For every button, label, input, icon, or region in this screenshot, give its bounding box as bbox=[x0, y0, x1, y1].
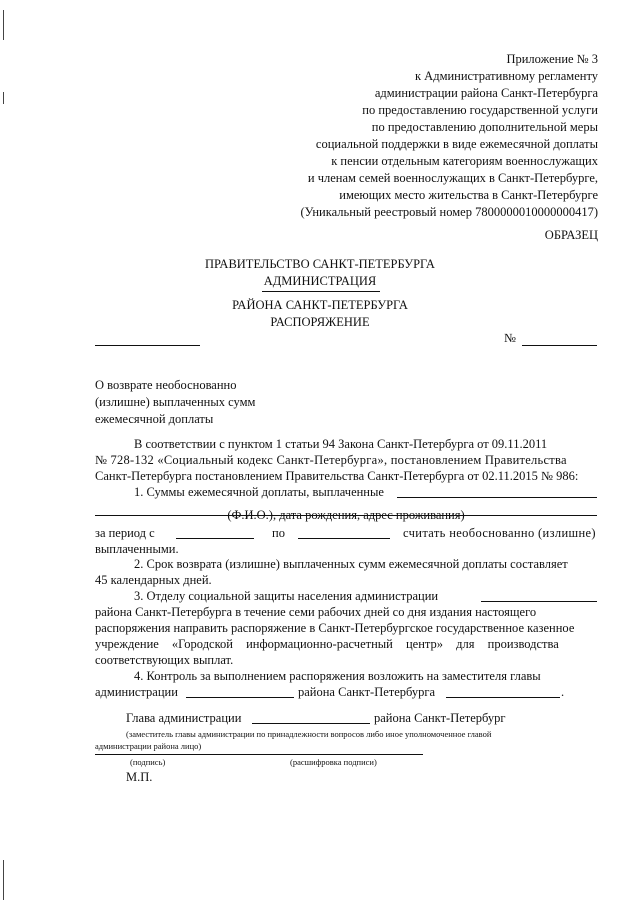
paragraph-4-end: . bbox=[561, 685, 565, 699]
subject-line: (излишне) выплаченных сумм bbox=[95, 395, 256, 409]
registry-number: (Уникальный реестровый номер 7800000010000000417) bbox=[300, 205, 598, 219]
government-title: ПРАВИТЕЛЬСТВО САНКТ-ПЕТЕРБУРГА bbox=[205, 257, 435, 271]
deputy-name-blank bbox=[446, 697, 560, 698]
intro-line: Санкт-Петербурга постановлением Правительства Санкт-Петербурга от 02.11.2015 № 986: bbox=[95, 469, 579, 483]
paragraph-1-start: 1. Суммы ежемесячной доплаты, выплаченные bbox=[134, 485, 384, 499]
district-name-blank bbox=[262, 291, 380, 292]
number-label: № bbox=[504, 331, 516, 345]
paragraph-2-line: 45 календарных дней. bbox=[95, 573, 212, 587]
stamp-label: М.П. bbox=[126, 770, 153, 784]
signatory-note: администрации района лицо) bbox=[95, 741, 202, 751]
intro-line: № 728-132 «Социальный кодекс Санкт-Петербурга», постановлением Правительства bbox=[95, 453, 567, 467]
period-from-blank bbox=[176, 538, 254, 539]
scan-edge-mark bbox=[3, 10, 4, 40]
appendix-line: к Административному регламенту bbox=[414, 69, 598, 83]
signatory-note: (заместитель главы администрации по принадлежности вопросов либо иное уполномоченное главой bbox=[126, 729, 492, 739]
appendix-line: и членам семей военнослужащих в Санкт-Петербурге, bbox=[307, 171, 598, 185]
signature-caption: (подпись) bbox=[130, 757, 166, 767]
number-blank bbox=[522, 345, 597, 346]
period-tail: считать необоснованно (излишне) bbox=[403, 526, 596, 540]
period-label: за период с bbox=[95, 526, 155, 540]
period-to-label: по bbox=[272, 526, 285, 540]
appendix-line: администрации района Санкт-Петербурга bbox=[374, 86, 598, 100]
sample-label: ОБРАЗЕЦ bbox=[544, 228, 598, 242]
deputy-blank bbox=[186, 697, 294, 698]
appendix-line: к пенсии отдельным категориям военнослужащих bbox=[331, 154, 598, 168]
subject-line: О возврате необоснованно bbox=[95, 378, 237, 392]
paragraph-3-line: соответствующих выплат. bbox=[95, 653, 234, 667]
document-type: РАСПОРЯЖЕНИЕ bbox=[270, 315, 370, 329]
recipient-caption: (Ф.И.О.), дата рождения, адрес проживания) bbox=[227, 508, 465, 522]
paragraph-4-admin: администрации bbox=[95, 685, 178, 699]
paragraph-2-line: 2. Срок возврата (излишне) выплаченных сумм ежемесячной доплаты составляет bbox=[134, 557, 568, 571]
paragraph-3-line: 3. Отделу социальной защиты населения администрации bbox=[134, 589, 439, 603]
paragraph-3-line: района Санкт-Петербурга в течение семи рабочих дней со дня издания настоящего bbox=[95, 605, 537, 619]
social-department-blank bbox=[481, 601, 597, 602]
period-to-blank bbox=[298, 538, 390, 539]
paragraph-4-district: района Санкт-Петербурга bbox=[298, 685, 436, 699]
administration-title: АДМИНИСТРАЦИЯ bbox=[263, 274, 377, 288]
paragraph-1-end: выплаченными. bbox=[95, 542, 179, 556]
intro-line: В соответствии с пунктом 1 статьи 94 Закона Санкт-Петербурга от 09.11.2011 bbox=[134, 437, 548, 451]
appendix-title: Приложение № 3 bbox=[506, 52, 598, 66]
signature-line bbox=[95, 754, 423, 755]
recipient-blank bbox=[397, 497, 597, 498]
head-district: района Санкт-Петербург bbox=[374, 711, 506, 725]
appendix-line: по предоставлению дополнительной меры bbox=[371, 120, 598, 134]
paragraph-3-line: учреждение «Городской информационно-расчетный центр» для производства bbox=[95, 637, 559, 651]
subject-line: ежемесячной доплаты bbox=[95, 412, 214, 426]
appendix-line: социальной поддержки в виде ежемесячной доплаты bbox=[315, 137, 598, 151]
appendix-line: по предоставлению государственной услуги bbox=[362, 103, 598, 117]
decode-caption: (расшифровка подписи) bbox=[290, 757, 377, 767]
appendix-line: имеющих место жительства в Санкт-Петербурге bbox=[339, 188, 598, 202]
paragraph-3-line: распоряжения направить распоряжение в Санкт-Петербургское государственное казенное bbox=[95, 621, 575, 635]
date-blank bbox=[95, 345, 200, 346]
scan-edge-mark bbox=[3, 92, 4, 104]
head-label: Глава администрации bbox=[126, 711, 242, 725]
district-title: РАЙОНА САНКТ-ПЕТЕРБУРГА bbox=[232, 298, 408, 312]
scan-edge-mark bbox=[3, 860, 4, 900]
head-district-blank bbox=[252, 723, 370, 724]
paragraph-4-line: 4. Контроль за выполнением распоряжения возложить на заместителя главы bbox=[134, 669, 541, 683]
